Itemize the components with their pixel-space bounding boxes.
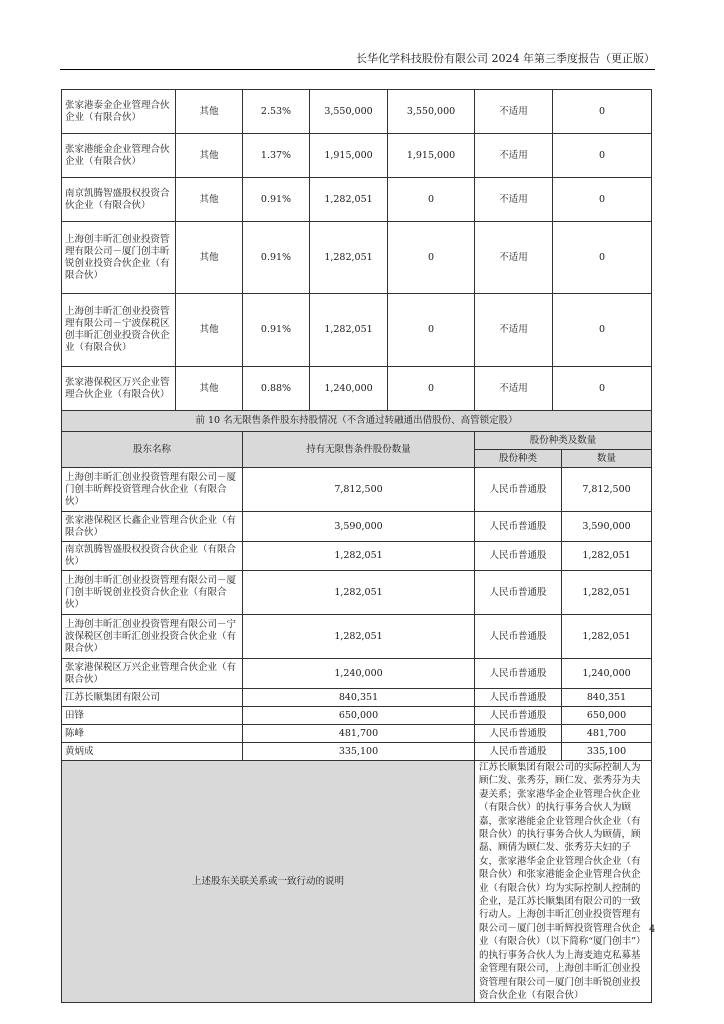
share-amount: 481,700 [562, 725, 652, 743]
share-amount: 1,282,051 [562, 571, 652, 615]
shareholder-name: 张家港保税区万兴企业管理合伙企业（有限合伙） [62, 659, 243, 689]
holding-ratio: 0.91% [243, 294, 310, 367]
table-row [62, 178, 652, 222]
unrestricted-quantity: 335,100 [243, 743, 475, 761]
relationship-description: 江苏长顺集团有限公司的实际控制人为顾仁发、张秀芬，顾仁发、张秀芬为夫妻关系；张家港华金企业管理合伙企业（有限合伙）的执行事务合伙人为顾嘉，张家港能金企业管理合伙企业（有限合伙）的执行事务合伙人为顾倩，顾磊、顾倩为顾仁发、张秀芬夫妇的子女，张家港华金企业管理合伙企业（有限合伙）和张家港能金企业管理合伙企业（有限合伙）均为实际控制人控制的企业，是江苏长顺集团有限公司的一致行动人。上海创丰昕汇创业投资管理有限公司－厦门创丰昕辉投资管理合伙企业（有限合伙）（以下简称“厦门创丰”）的执行事务合伙人为上海麦迪克私募基金管理有限公司，上海创丰昕汇创业投资管理有限公司－厦门创丰昕锐创业投资合伙企业（有限合伙） [475, 761, 652, 1003]
table-row [62, 707, 652, 725]
header-row [62, 432, 652, 450]
share-amount: 335,100 [562, 743, 652, 761]
pledge-count: 0 [553, 294, 652, 367]
share-count: 1,282,051 [310, 222, 388, 294]
top10-shareholders-table [61, 89, 652, 411]
shareholder-name: 张家港能金企业管理合伙企业（有限合伙） [62, 134, 176, 178]
share-amount: 650,000 [562, 707, 652, 725]
shareholder-name: 上海创丰昕汇创业投资管理有限公司－厦门创丰昕锐创业投资合伙企业（有限合伙） [62, 222, 176, 294]
shareholder-name: 上海创丰昕汇创业投资管理有限公司－厦门创丰昕锐创业投资合伙企业（有限合伙） [62, 571, 243, 615]
restricted-count: 0 [388, 294, 475, 367]
shareholder-nature: 其他 [176, 294, 243, 367]
pledge-status: 不适用 [475, 178, 553, 222]
share-class: 人民币普通股 [475, 468, 562, 512]
shareholder-name: 上海创丰昕汇创业投资管理有限公司－宁波保税区创丰昕汇创业投资合伙企业（有限合伙） [62, 615, 243, 659]
holding-ratio: 1.37% [243, 134, 310, 178]
table-row [62, 222, 652, 294]
relationship-label: 上述股东关联关系或一致行动的说明 [62, 761, 475, 1003]
shareholder-nature: 其他 [176, 367, 243, 411]
page-number: 4 [649, 924, 656, 935]
pledge-count: 0 [553, 178, 652, 222]
share-class: 人民币普通股 [475, 707, 562, 725]
share-count: 1,240,000 [310, 367, 388, 411]
pledge-status: 不适用 [475, 294, 553, 367]
table-row [62, 367, 652, 411]
restricted-count: 3,550,000 [388, 90, 475, 134]
share-class: 人民币普通股 [475, 689, 562, 707]
table-row [62, 743, 652, 761]
table-row [62, 294, 652, 367]
pledge-status: 不适用 [475, 222, 553, 294]
report-header-title: 长华化学科技股份有限公司 2024 年第三季度报告（更正版） [356, 52, 655, 65]
shareholder-name: 陈峰 [62, 725, 243, 743]
pledge-count: 0 [553, 367, 652, 411]
table-row [62, 134, 652, 178]
shareholder-name: 南京凯腾智盛股权投资合伙企业（有限合伙） [62, 178, 176, 222]
col-header-class-group: 股份种类及数量 [475, 432, 652, 450]
table-row [62, 615, 652, 659]
header-divider [60, 69, 655, 70]
unrestricted-quantity: 840,351 [243, 689, 475, 707]
share-class: 人民币普通股 [475, 725, 562, 743]
unrestricted-shareholders-table [61, 410, 652, 1003]
share-amount: 840,351 [562, 689, 652, 707]
shareholder-name: 上海创丰昕汇创业投资管理有限公司－宁波保税区创丰昕汇创业投资合伙企业（有限合伙） [62, 294, 176, 367]
col-header-amount: 数量 [562, 450, 652, 468]
shareholder-nature: 其他 [176, 178, 243, 222]
unrestricted-quantity: 1,282,051 [243, 571, 475, 615]
pledge-count: 0 [553, 90, 652, 134]
unrestricted-quantity: 1,282,051 [243, 615, 475, 659]
unrestricted-quantity: 1,282,051 [243, 542, 475, 571]
pledge-status: 不适用 [475, 134, 553, 178]
pledge-count: 0 [553, 222, 652, 294]
restricted-count: 1,915,000 [388, 134, 475, 178]
share-amount: 1,282,051 [562, 542, 652, 571]
share-amount: 1,240,000 [562, 659, 652, 689]
share-class: 人民币普通股 [475, 743, 562, 761]
shareholder-nature: 其他 [176, 134, 243, 178]
restricted-count: 0 [388, 178, 475, 222]
col-header-class: 股份种类 [475, 450, 562, 468]
share-count: 1,282,051 [310, 294, 388, 367]
pledge-status: 不适用 [475, 90, 553, 134]
shareholder-name: 张家港泰金企业管理合伙企业（有限合伙） [62, 90, 176, 134]
pledge-count: 0 [553, 134, 652, 178]
shareholder-name: 张家港保税区万兴企业管理合伙企业（有限合伙） [62, 367, 176, 411]
shareholder-name: 南京凯腾智盛股权投资合伙企业（有限合伙） [62, 542, 243, 571]
section-title: 前 10 名无限售条件股东持股情况（不含通过转融通出借股份、高管锁定股） [62, 411, 652, 432]
share-class: 人民币普通股 [475, 512, 562, 542]
unrestricted-quantity: 7,812,500 [243, 468, 475, 512]
shareholder-name: 上海创丰昕汇创业投资管理有限公司－厦门创丰昕辉投资管理合伙企业（有限合伙） [62, 468, 243, 512]
unrestricted-quantity: 650,000 [243, 707, 475, 725]
restricted-count: 0 [388, 367, 475, 411]
share-amount: 3,590,000 [562, 512, 652, 542]
pledge-status: 不适用 [475, 367, 553, 411]
shareholder-name: 江苏长顺集团有限公司 [62, 689, 243, 707]
shareholder-name: 黄炳成 [62, 743, 243, 761]
table-row [62, 689, 652, 707]
share-class: 人民币普通股 [475, 659, 562, 689]
table-row [62, 512, 652, 542]
table-row [62, 90, 652, 134]
relationship-row [62, 761, 652, 1003]
share-count: 3,550,000 [310, 90, 388, 134]
unrestricted-quantity: 481,700 [243, 725, 475, 743]
shareholder-nature: 其他 [176, 222, 243, 294]
unrestricted-quantity: 1,240,000 [243, 659, 475, 689]
unrestricted-quantity: 3,590,000 [243, 512, 475, 542]
share-class: 人民币普通股 [475, 542, 562, 571]
holding-ratio: 0.91% [243, 222, 310, 294]
share-count: 1,915,000 [310, 134, 388, 178]
table-row [62, 659, 652, 689]
section-title-row [62, 411, 652, 432]
share-amount: 7,812,500 [562, 468, 652, 512]
holding-ratio: 0.91% [243, 178, 310, 222]
holding-ratio: 2.53% [243, 90, 310, 134]
table-row [62, 468, 652, 512]
col-header-quantity: 持有无限售条件股份数量 [243, 432, 475, 468]
share-amount: 1,282,051 [562, 615, 652, 659]
share-class: 人民币普通股 [475, 571, 562, 615]
restricted-count: 0 [388, 222, 475, 294]
table-row [62, 542, 652, 571]
col-header-name: 股东名称 [62, 432, 243, 468]
share-class: 人民币普通股 [475, 615, 562, 659]
share-count: 1,282,051 [310, 178, 388, 222]
shareholder-name: 田锋 [62, 707, 243, 725]
table-row [62, 571, 652, 615]
table-row [62, 725, 652, 743]
shareholder-name: 张家港保税区长鑫企业管理合伙企业（有限合伙） [62, 512, 243, 542]
shareholder-nature: 其他 [176, 90, 243, 134]
holding-ratio: 0.88% [243, 367, 310, 411]
